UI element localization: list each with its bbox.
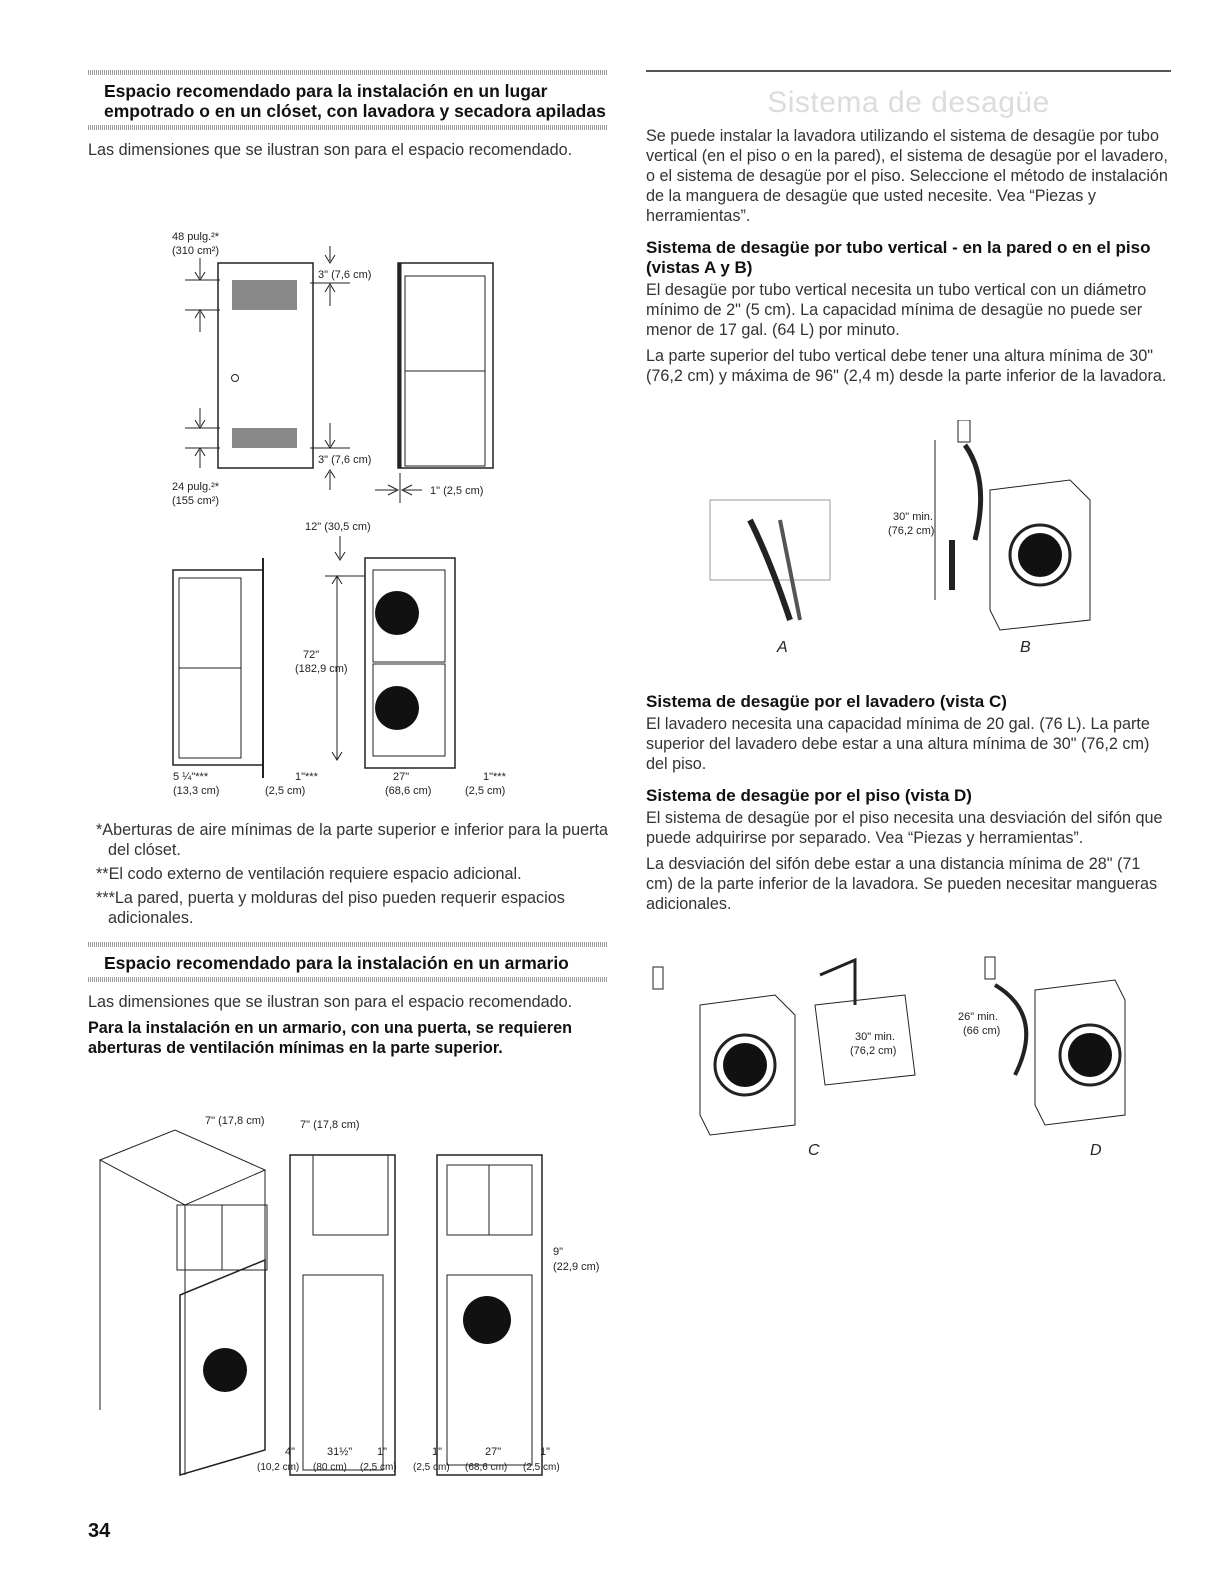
cabinet-figure (95, 1110, 615, 1490)
standpipe-p2: La parte superior del tubo vertical debe tener una altura mínima de 30" (76,2 cm) y máxima de 96" (2,4 m) desde la parte inferior de la lavadora. (646, 347, 1167, 385)
svg-text:(2,5 cm): (2,5 cm) (265, 785, 306, 797)
bottom-vent-label: 24 pulg.²* (172, 481, 220, 493)
left-column (88, 70, 608, 166)
standpipe-figure (690, 420, 1160, 660)
svg-text:1": 1" (540, 1446, 551, 1458)
right-top-rule (646, 70, 1171, 72)
laundry-tub-p: El lavadero necesita una capacidad mínima de 20 gal. (76 L). La parte superior del lavadero debe estar a una altura mínima de 30" (76,2 cm) del piso. (646, 715, 1150, 773)
standpipe-min-label: 30" min. (893, 511, 933, 523)
svg-text:(68,6 cm): (68,6 cm) (385, 785, 432, 797)
svg-text:(155 cm²): (155 cm²) (172, 495, 220, 507)
svg-text:27": 27" (393, 771, 410, 783)
laundry-tub-heading: Sistema de desagüe por el lavadero (vista C) (646, 692, 1007, 711)
svg-text:(2,5 cm): (2,5 cm) (413, 1462, 450, 1473)
svg-text:1": 1" (432, 1446, 443, 1458)
right-column (646, 70, 1171, 392)
section2-divider (88, 977, 608, 982)
svg-text:31½": 31½" (327, 1446, 353, 1458)
floor-drain-p2: La desviación del sifón debe estar a una distancia mínima de 28" (71 cm) de la parte inferior de la lavadora. Se pueden necesitar mangueras adicionales. (646, 855, 1158, 913)
section2-intro: Las dimensiones que se ilustran son para el espacio recomendado. (88, 993, 573, 1011)
drain-system-title: Sistema de desagüe (767, 86, 1050, 119)
section1-divider (88, 125, 608, 130)
top-vent-label: 48 pulg.²* (172, 231, 220, 243)
top-divider (88, 70, 608, 75)
svg-text:(66 cm): (66 cm) (963, 1025, 1001, 1037)
bottom-vent (232, 428, 297, 448)
svg-text:(2,5 cm): (2,5 cm) (360, 1462, 397, 1473)
note-1: *Aberturas de aire mínimas de la parte superior e inferior para la puerta del clóset. (96, 821, 608, 859)
svg-text:(310 cm²): (310 cm²) (172, 245, 220, 257)
section1-title: Espacio recomendado para la instalación en un lugar empotrado o en un clóset, con lavadora y secadora apiladas (104, 81, 606, 121)
standpipe-p1: El desagüe por tubo vertical necesita un tubo vertical con un diámetro mínimo de 2" (5 cm). La capacidad mínima de desagüe no puede ser menor de 17 gal. (64 L) por minuto. (646, 281, 1147, 339)
closet-side-view (398, 263, 493, 468)
svg-text:(80 cm): (80 cm) (313, 1462, 347, 1473)
side-gap-label: 1" (2,5 cm) (430, 485, 484, 497)
floor-drain-heading: Sistema de desagüe por el piso (vista D) (646, 786, 972, 805)
svg-text:5 ¼"***: 5 ¼"*** (173, 771, 209, 783)
floor-min-label: 26" min. (958, 1011, 998, 1023)
svg-text:(22,9 cm): (22,9 cm) (553, 1261, 600, 1273)
note-2: **El codo externo de ventilación requiere espacio adicional. (96, 865, 522, 883)
top-vent (232, 280, 297, 310)
section1-intro: Las dimensiones que se ilustran son para el espacio recomendado. (88, 141, 573, 159)
svg-text:(10,2 cm): (10,2 cm) (257, 1462, 300, 1473)
svg-text:(13,3 cm): (13,3 cm) (173, 785, 220, 797)
note-3: ***La pared, puerta y molduras del piso pueden requerir espacios adicionales. (96, 889, 565, 927)
vent1-label: 7" (17,8 cm) (205, 1115, 265, 1127)
upper-drum (375, 591, 419, 635)
closet-vent-figure (160, 228, 560, 538)
svg-text:27": 27" (485, 1446, 502, 1458)
tub-min-label: 30" min. (855, 1031, 895, 1043)
svg-text:(68,6 cm): (68,6 cm) (465, 1462, 508, 1473)
svg-text:1"***: 1"*** (483, 771, 506, 783)
svg-text:1": 1" (377, 1446, 388, 1458)
svg-text:4": 4" (285, 1446, 296, 1458)
label-b: B (1020, 639, 1031, 656)
door-knob (232, 375, 239, 382)
svg-text:(76,2 cm): (76,2 cm) (888, 525, 935, 537)
section2-divider-top (88, 942, 608, 947)
section2-bold: Para la instalación en un armario, con una puerta, se requieren aberturas de ventilación mínimas en la parte superior. (88, 1019, 572, 1057)
svg-text:(182,9 cm): (182,9 cm) (295, 663, 348, 675)
section2-title: Espacio recomendado para la instalación en un armario (104, 953, 569, 973)
lower-drum (375, 686, 419, 730)
standpipe-heading: Sistema de desagüe por tubo vertical - en la pared o en el piso (vistas A y B) (646, 238, 1151, 277)
gap-top-label: 3" (7,6 cm) (318, 269, 372, 281)
stacked-closet-figure (165, 518, 565, 818)
gap-label: 9" (553, 1246, 564, 1258)
svg-text:(2,5 cm): (2,5 cm) (465, 785, 506, 797)
label-d: D (1090, 1142, 1102, 1159)
svg-text:1"***: 1"*** (295, 771, 318, 783)
right-lower (646, 680, 1171, 920)
gap-bottom-label: 3" (7,6 cm) (318, 454, 372, 466)
label-c: C (808, 1142, 820, 1159)
floor-drain-p1: El sistema de desagüe por el piso necesita una desviación del sifón que puede adquirirse por separado. Vea “Piezas y herramientas”. (646, 809, 1163, 847)
tub-floor-figure (645, 955, 1165, 1165)
top-clearance-label: 12" (30,5 cm) (305, 521, 371, 533)
svg-text:(76,2 cm): (76,2 cm) (850, 1045, 897, 1057)
page-number: 34 (88, 1520, 111, 1542)
height-label: 72" (303, 649, 320, 661)
drain-intro: Se puede instalar la lavadora utilizando el sistema de desagüe por tubo vertical (en el piso o en la pared), el sistema de desagüe por el lavadero, o el sistema de desagüe por el piso. Seleccione el método de instalación de la manguera de desagüe que usted necesite. Vea “Piezas y herramientas”. (646, 127, 1168, 225)
label-a: A (777, 639, 788, 656)
vent2-label: 7" (17,8 cm) (300, 1119, 360, 1131)
left-notes (88, 820, 608, 1064)
svg-text:(2,5 cm): (2,5 cm) (523, 1462, 560, 1473)
